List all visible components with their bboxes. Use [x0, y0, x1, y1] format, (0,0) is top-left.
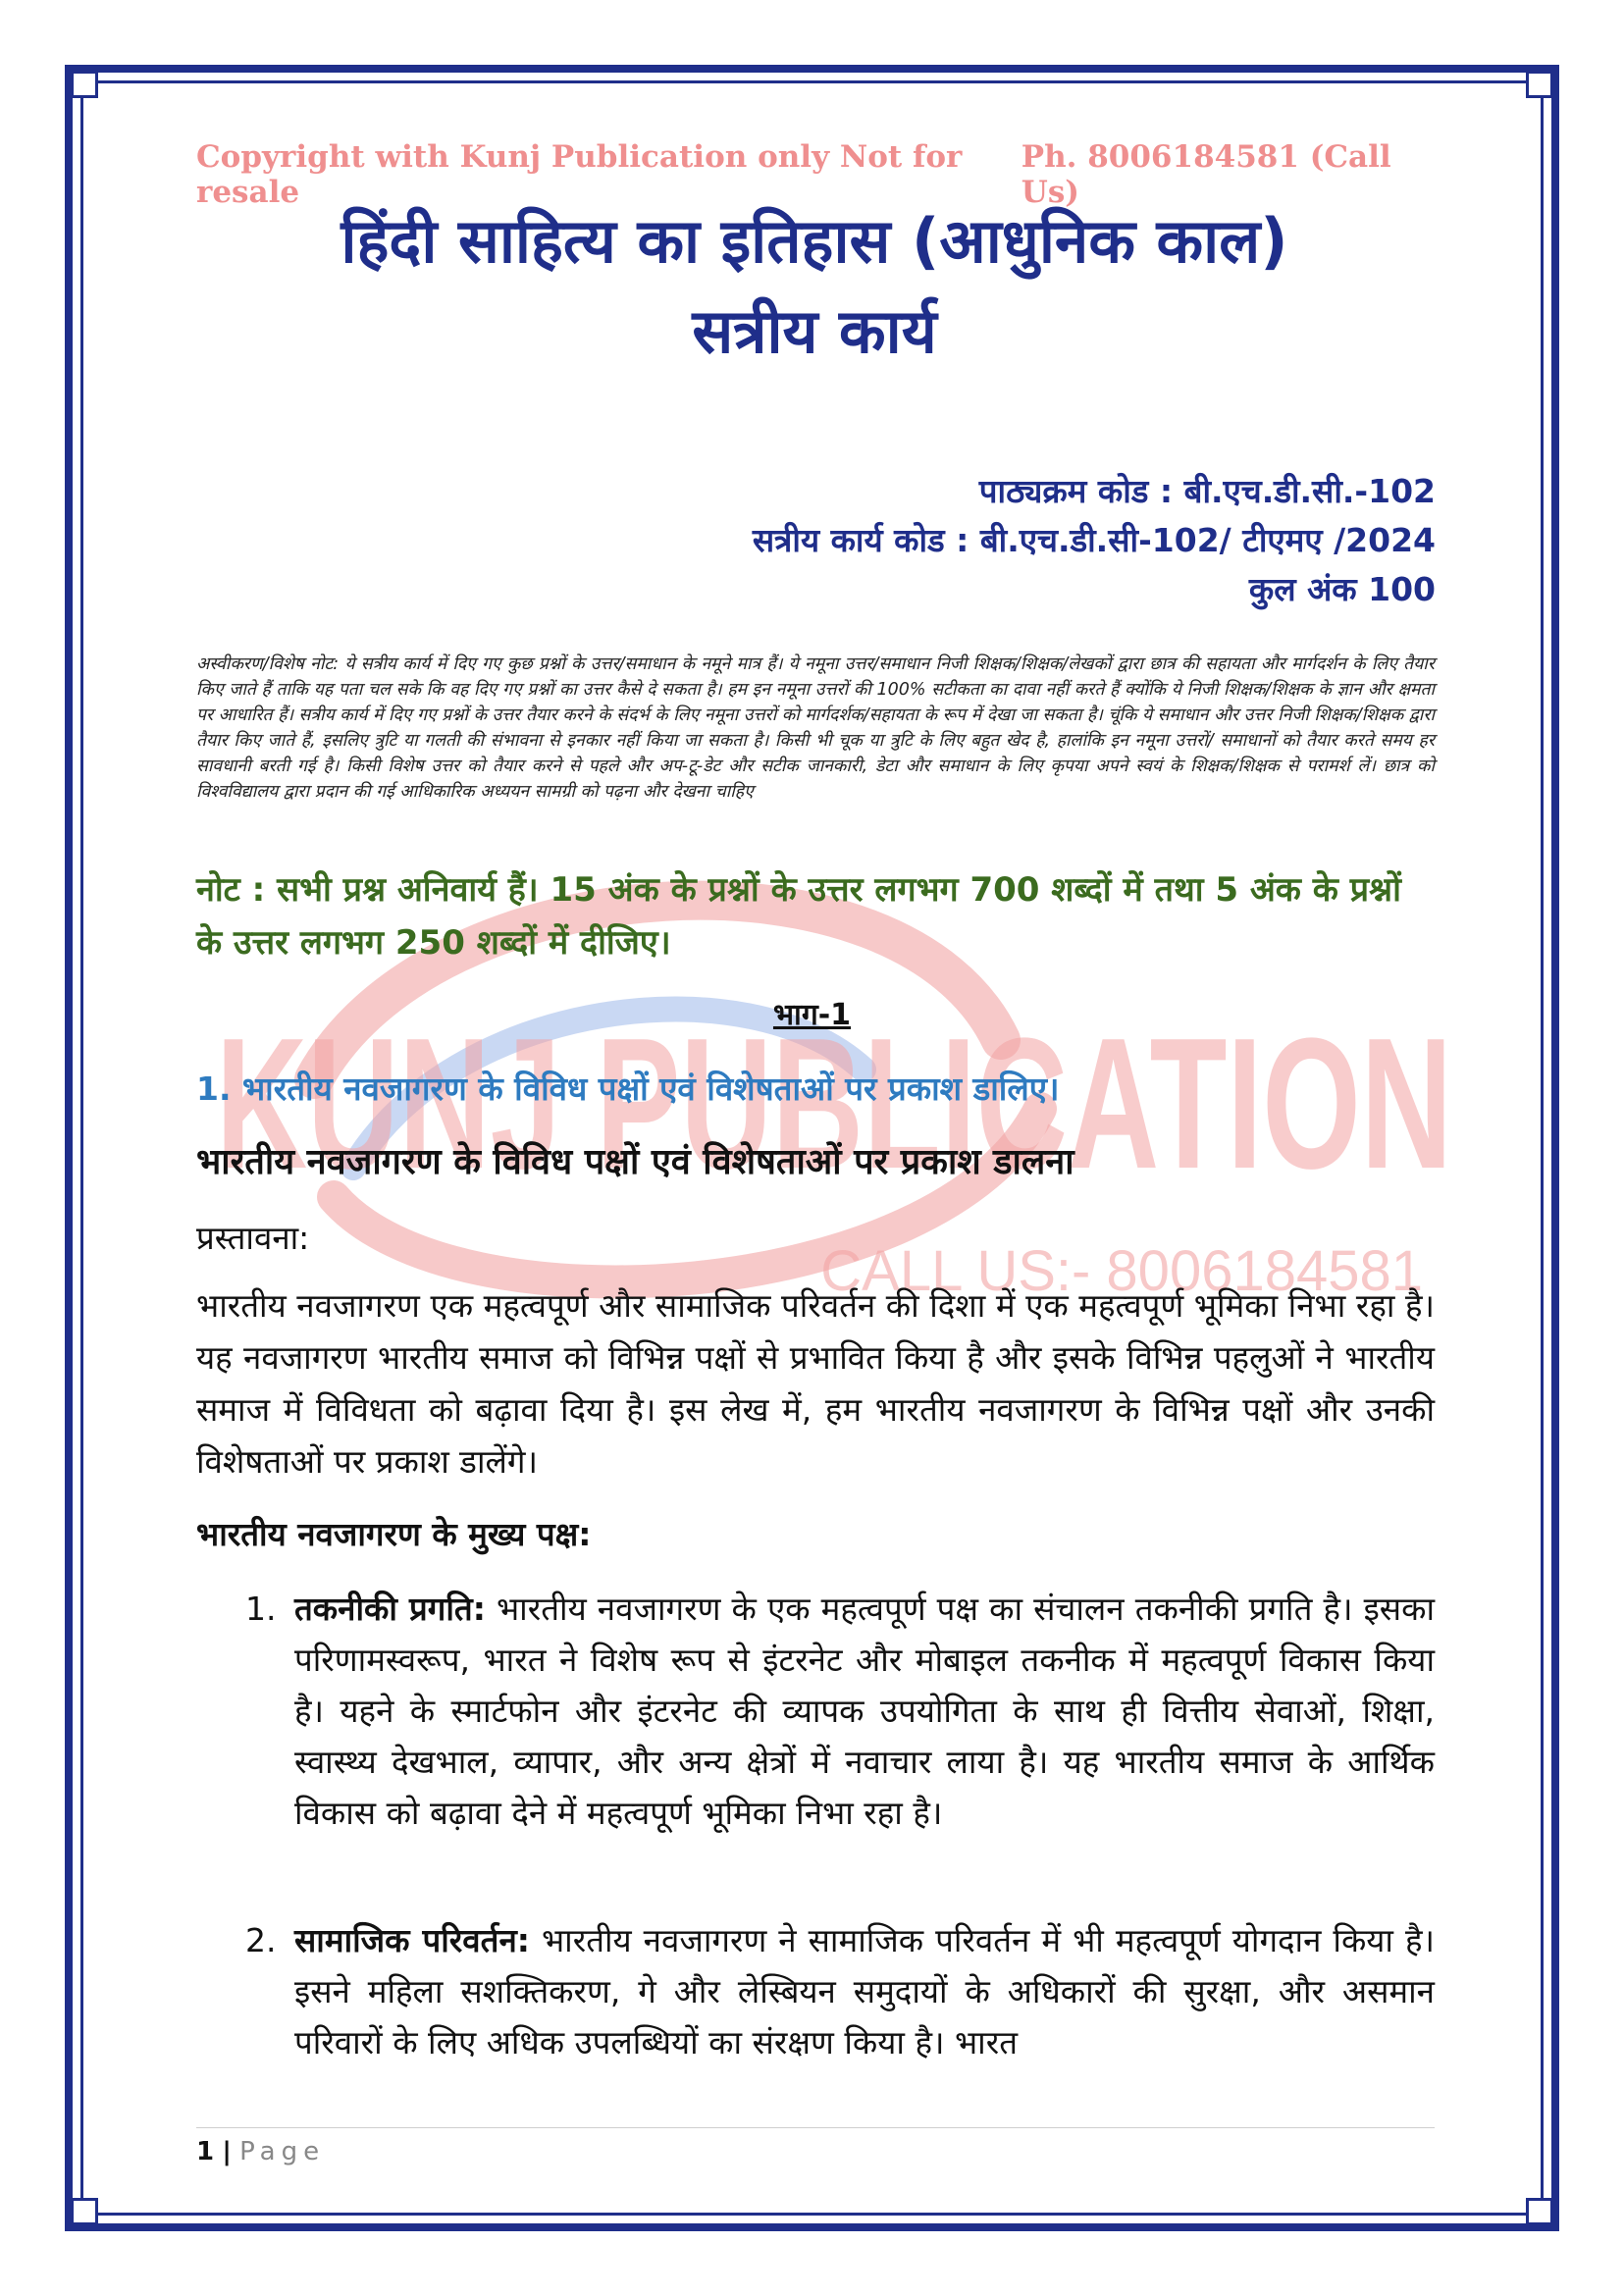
total-marks: कुल अंक 100 [1248, 570, 1436, 608]
footer-divider [196, 2127, 1435, 2128]
footer-separator: | [222, 2137, 232, 2166]
list-item-term: सामाजिक परिवर्तन: [294, 1921, 530, 1959]
assignment-code: सत्रीय कार्य कोड : बी.एच.डी.सी-102/ टीएमए /2024 [752, 521, 1436, 559]
instruction-note: नोट : सभी प्रश्न अनिवार्य हैं। 15 अंक के प्रश्नों के उत्तर लगभग 700 शब्दों में तथा 5 अंक के प्रश्नों के उत्तर लगभग 250 शब्दों में दीजिए। [196, 870, 1401, 963]
document-title [196, 196, 1433, 377]
course-codes [753, 467, 1436, 614]
watermark-brand-text: KUNJ PUBLICATION [216, 1000, 1452, 1208]
intro-paragraph: भारतीय नवजागरण एक महत्वपूर्ण और सामाजिक परिवर्तन की दिशा में एक महत्वपूर्ण भूमिका निभा रहा है। यह नवजागरण भारतीय समाज को विभिन्न पक्षों से प्रभावित किया है और इसके विभिन्न पहलुओं ने भारतीय समाज में विविधता को बढ़ावा दिया है। इस लेख में, हम भारतीय नवजागरण के विभिन्न पक्षों और उनकी विशेषताओं पर प्रकाश डालेंगे। [196, 1286, 1435, 1481]
list-item-number: 1. [245, 1590, 277, 1628]
list-item-text: भारतीय नवजागरण ने सामाजिक परिवर्तन में भी महत्वपूर्ण योगदान किया है। इसने महिला सशक्तिकरण, गे और लेस्बियन समुदायों के अधिकारों की सुरक्षा, और असमान परिवारों के लिए अधिक उपलब्धियों का संरक्षण किया है। भारत [294, 1921, 1435, 2061]
phone-text: Ph. 8006184581 (Call Us) [1021, 139, 1391, 210]
answer-heading: भारतीय नवजागरण के विविध पक्षों एवं विशेषताओं पर प्रकाश डालना [196, 1142, 1074, 1182]
list-item-text: भारतीय नवजागरण के एक महत्वपूर्ण पक्ष का संचालन तकनीकी प्रगति है। इसका परिणामस्वरूप, भारत ने विशेष रूप से इंटरनेट और मोबाइल तकनीक में महत्वपूर्ण विकास किया है। यहने के स्मार्टफोन और इंटरनेट की व्यापक उपयोगिता के साथ ही वित्तीय सेवाओं, शिक्षा, स्वास्थ्य देखभाल, व्यापार, और अन्य क्षेत्रों में नवाचार लाया है। यह भारतीय समाज के आर्थिक विकास को बढ़ावा देने में महत्वपूर्ण भूमिका निभा रहा है। [294, 1590, 1435, 1832]
list-item [245, 1584, 1435, 1839]
intro-label: प्रस्तावना: [196, 1219, 310, 1257]
disclaimer-note: अस्वीकरण/विशेष नोट: ये सत्रीय कार्य में दिए गए कुछ प्रश्नों के उत्तर/समाधान के नमूने मात्र हैं। ये नमूना उत्तर/समाधान निजी शिक्षक/शिक्षक/लेखकों द्वारा छात्र की सहायता और मार्गदर्शन के लिए तैयार किए जाते हैं ताकि यह पता चल सके कि वह दिए गए प्रश्नों का उत्तर कैसे दे सकता है। हम इन नमूना उत्तरों की 100% सटीकता का दावा नहीं करते हैं क्योंकि ये निजी शिक्षक/शिक्षक के ज्ञान और क्षमता पर आधारित हैं। सत्रीय कार्य में दिए गए प्रश्नों के उत्तर तैयार करने के संदर्भ के लिए नमूना उत्तरों को मार्गदर्शक/सहायता के रूप में देखा जा सकता है। चूंकि ये समाधान और उत्तर निजी शिक्षक/शिक्षक द्वारा तैयार किए जाते हैं, इसलिए त्रुटि या गलती की संभावना से इनकार नहीं किया जा सकता है। किसी भी चूक या त्रुटि के लिए बहुत खेद है, हालांकि इन नमूना उत्तरों/ समाधानों को तैयार करते समय हर सावधानी बरती गई है। किसी विशेष उत्तर को तैयार करने से पहले और अप-टू-डेट और सटीक जानकारी, डेटा और समाधान के लिए कृपया अपने स्वयं के शिक्षक/शिक्षक से परामर्श लें। छात्र को विश्वविद्यालय द्वारा प्रदान की गई आधिकारिक अध्ययन सामग्री को पढ़ना और देखना चाहिए [196, 654, 1436, 802]
page-footer [196, 2137, 325, 2166]
title-line-2: सत्रीय कार्य [692, 295, 937, 367]
title-line-1: हिंदी साहित्य का इतिहास (आधुनिक काल) [341, 205, 1288, 277]
list-item [245, 1915, 1435, 2068]
page-label: Page [239, 2137, 326, 2166]
watermark-call-text: CALL US:- 8006184581 [820, 1239, 1423, 1303]
main-aspects-heading: भारतीय नवजागरण के मुख्य पक्ष: [196, 1515, 592, 1553]
page-number: 1 [196, 2137, 215, 2166]
part-heading: भाग-1 [772, 998, 852, 1032]
question-1: 1. भारतीय नवजागरण के विविध पक्षों एवं विशेषताओं पर प्रकाश डालिए। [196, 1070, 1060, 1108]
copyright-text: Copyright with Kunj Publication only Not for resale [196, 139, 963, 210]
list-item-number: 2. [245, 1921, 277, 1959]
list-item-term: तकनीकी प्रगति: [294, 1590, 486, 1628]
course-code: पाठ्यक्रम कोड : बी.एच.डी.सी.-102 [978, 472, 1436, 510]
